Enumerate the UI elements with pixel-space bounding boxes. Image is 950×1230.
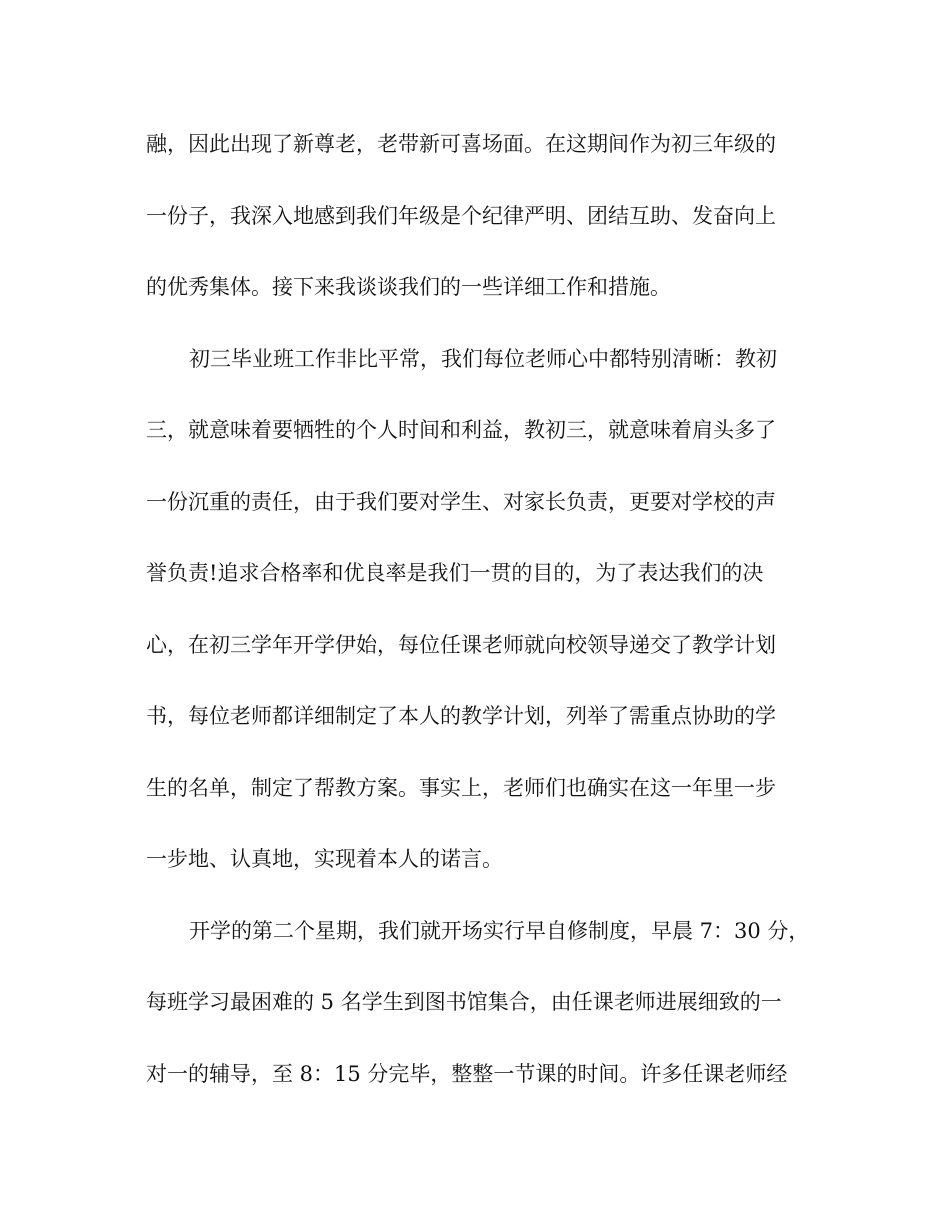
text-line: 书，每位老师都详细制定了本人的教学计划，列举了需重点协助的学: [146, 704, 776, 728]
text-line: 融，因此出现了新尊老，老带新可喜场面。在这期间作为初三年级的: [146, 132, 776, 156]
text-line: 对一的辅导，至 8：15 分完毕，整整一节课的时间。许多任课老师经: [146, 1061, 788, 1086]
paragraph-first-line: 初三毕业班工作非比平常，我们每位老师心中都特别清晰：教初: [189, 346, 777, 371]
text-line: 每班学习最困难的 5 名学生到图书馆集合，由任课老师进展细致的一: [146, 990, 782, 1014]
document-body: [146, 122, 816, 1123]
text-line: 一份子，我深入地感到我们年级是个纪律严明、团结互助、发奋向上: [146, 203, 776, 228]
text-line: 生的名单，制定了帮教方案。事实上，老师们也确实在这一年里一步: [146, 775, 776, 800]
text-line: 心，在初三学年开学伊始，每位任课老师就向校领导递交了教学计划: [146, 632, 776, 657]
paragraph-first-line: 开学的第二个星期，我们就开场实行早自修制度，早晨 7：30 分，: [189, 918, 810, 943]
text-line: 的优秀集体。接下来我谈谈我们的一些详细工作和措施。: [146, 275, 671, 299]
text-line: 誉负责!追求合格率和优良率是我们一贯的目的，为了表达我们的决: [146, 561, 764, 585]
text-line: 一份沉重的责任，由于我们要对学生、对家长负责，更要对学校的声: [146, 489, 776, 514]
text-line: 三，就意味着要牺牲的个人时间和利益，教初三，就意味着肩头多了: [146, 418, 776, 442]
text-line: 一步地、认真地，实现着本人的诺言。: [146, 847, 503, 871]
